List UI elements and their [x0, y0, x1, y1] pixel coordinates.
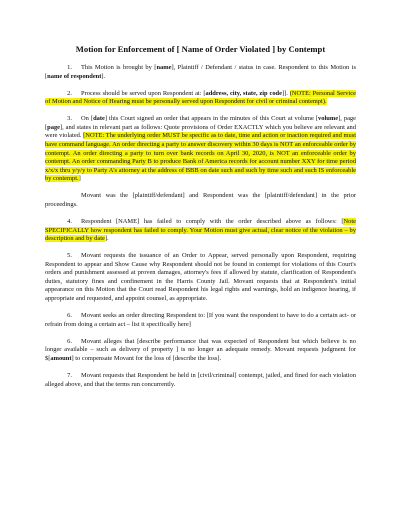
paragraph-text: ] to compensate Movant for the loss of [describe the loss].: [71, 354, 222, 362]
paragraph: [45, 338, 356, 364]
paragraph-text: Movant alleges that [describe performance that was expected of Respondent but which believe is no longer available – such as delivery of property ] is no longer an adequate remedy. Movant requests judgment for $[: [45, 337, 356, 362]
paragraph: [45, 252, 356, 303]
paragraph-text: ]: [78, 175, 81, 183]
paragraph-text: Movant requests the issuance of an Order to Appear, served personally upon Respondent, requiring Respondent to appear and Show Cause why Respondent should not be found in contempt for violations of this Court's orders and punishment assessed at proven damages, attorney's fees if allowed by statute, clarification of Respondent's duties, statutory fines and confinement in the Harris County Jail. Movant requests that at Respondent's initial appearance on this Motion that the Court read Respondent his legal rights and warnings, hold an indigence hearing, if appropriate and requested, and appoint counsel, as appropriate.: [45, 252, 356, 302]
paragraph-number: 6.: [67, 312, 72, 320]
bold-placeholder: date: [93, 115, 105, 123]
paragraph-number: 4.: [67, 218, 72, 226]
paragraph: [45, 372, 356, 389]
paragraph-text: Movant was the [plaintiff/defendant] and Respondent was the [plaintiff/defendant] in the prior proceedings.: [45, 192, 356, 208]
paragraph-number: 3.: [67, 115, 72, 123]
paragraph-text: ]].: [281, 89, 290, 97]
paragraph-text: ], and states in relevant part as follows: Quote provisions of Order EXACTLY which you believe are relevant and were violated.: [45, 123, 356, 140]
paragraph-text: Respondent [NAME] has failed to comply with the order described above as follows: [: [81, 218, 344, 226]
highlighted-note: [NOTE: The underlying order MUST be specific as to date, time and action or inaction required and must have command language. An order directing a party to answer discovery within 30 days is NOT an enforceable order by contempt. An order directing a party to turn over bank records on April 30, 2020, is NOT an enforceable order by contempt. An order commanding Party B to produce Bank of America records for account number XXY for time period x/x/x thru y/y/y to Party A's attorney at the address of BBB on date such and such by time such and such IS enforceable by contempt.: [45, 132, 356, 183]
document-body: [45, 64, 356, 389]
paragraph-number: 7.: [67, 372, 72, 380]
paragraph-text: ].: [101, 72, 106, 80]
highlighted-note: (NOTE: Personal Service of Motion and Notice of Hearing must be personally served upon Respondent for civil or criminal contempt).: [45, 89, 356, 106]
paragraph-text: ], Plaintiff / Defendant / status in case. Respondent to this Motion is [: [45, 64, 356, 80]
bold-placeholder: volume: [318, 115, 339, 123]
paragraph-text: ].: [104, 235, 109, 243]
document-title: Motion for Enforcement of [ Name of Order Violated ] by Contempt: [75, 44, 326, 54]
paragraph: [45, 115, 356, 183]
paragraph-text: ], page [: [45, 115, 357, 131]
paragraph-number: 6.: [67, 337, 72, 345]
paragraph-text: This Motion is brought by [: [81, 64, 157, 71]
paragraph-number: 2.: [67, 89, 72, 97]
paragraph-text: Movant requests that Respondent be held in [civil/criminal] contempt, jailed, and fined for each violation alleged above, and that the terms run concurrently.: [45, 372, 356, 388]
bold-placeholder: amount: [50, 354, 72, 362]
bold-placeholder: page: [47, 123, 61, 131]
paragraph-number: 5.: [67, 252, 72, 260]
bold-placeholder: name: [156, 64, 172, 71]
paragraph-text: ] this Court signed an order that appears in the minutes of this Court at volume [: [104, 115, 319, 123]
paragraph: [45, 192, 356, 209]
paragraph: [45, 312, 356, 329]
bold-placeholder: name of respondent: [47, 72, 102, 80]
bold-placeholder: address, city, state, zip code: [205, 89, 282, 97]
paragraph-text: Movant seeks an order directing Respondent to: [If you want the respondent to have to do a certain act- or refrain from doing a certain act – list it specifically here]: [45, 312, 356, 328]
paragraph: [45, 64, 356, 81]
paragraph: [45, 218, 356, 244]
paragraph: [45, 90, 356, 107]
highlighted-note: Note SPECIFICALLY how respondent has failed to comply. Your Motion must give actual, clear notice of the violation – by description and by date: [45, 218, 356, 243]
paragraph-text: On [: [81, 115, 94, 123]
paragraph-text: Process should be served upon Respondent at: [: [81, 89, 206, 97]
paragraph-number: 1.: [67, 64, 72, 71]
